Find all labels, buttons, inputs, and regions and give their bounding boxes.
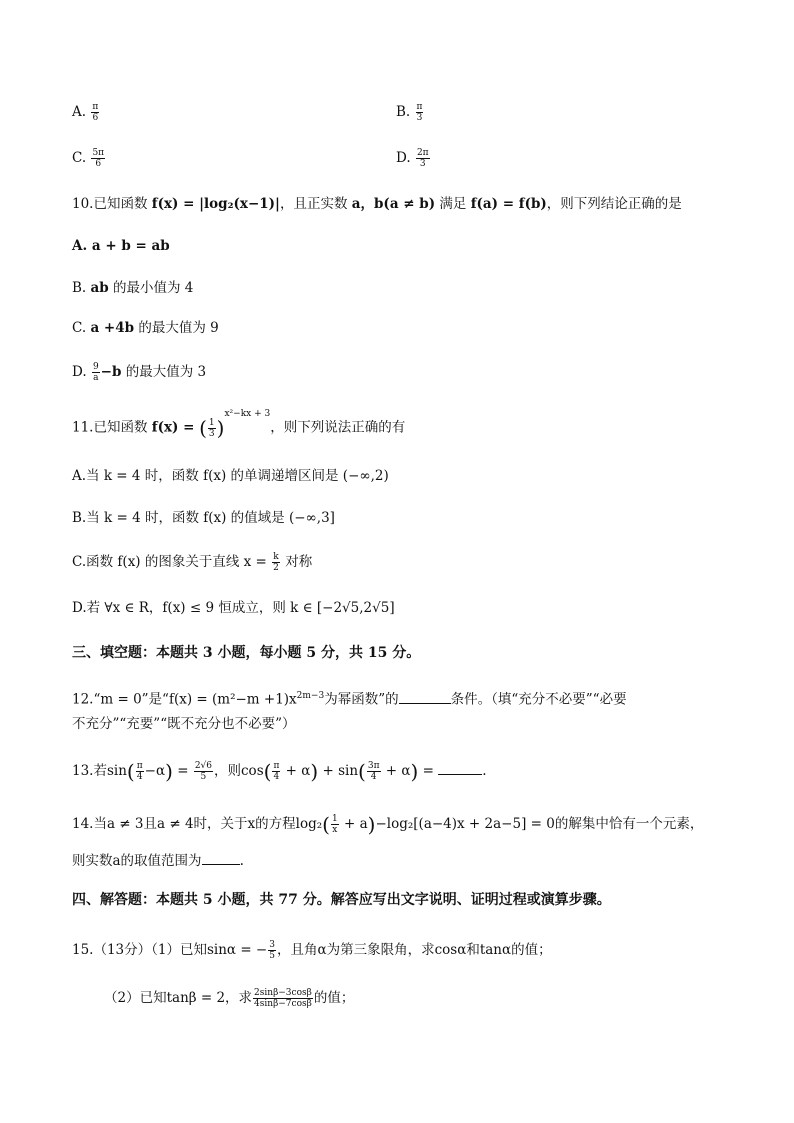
fraction: $\frac{2\sin\beta-3\cos\beta}{4\sin\beta-7\cos\beta}$ [254, 988, 312, 1009]
fraction: $\frac{\pi}{6}$ [92, 102, 99, 123]
q9-option-a: A. $\frac{\pi}{6}$ [72, 102, 99, 123]
q10-option-b: B. ab 的最小值为 4 [72, 280, 194, 296]
fraction: $\frac{2√6}{5}$ [194, 761, 212, 782]
q11-option-a: A.当 k = 4 时，函数 f(x) 的单调递增区间是 (−∞,2) [72, 468, 389, 484]
question-13: 13.若sin( $\frac{\pi}{4}$ −α) = $\frac{2√6}{5}$ ，则cos( $\frac{\pi}{4}$ + α) + sin( $\frac{3\pi}{4}$ + α) = . [72, 759, 487, 784]
q11-option-b: B.当 k = 4 时，函数 f(x) 的值域是 (−∞,3] [72, 510, 335, 526]
fraction: $\frac{\pi}{4}$ [136, 761, 143, 782]
question-12-line1: 12.“m = 0”是“$f(x) = (m^2-m +1)x^{2m-3}$为幂函数”的 条件。（填“充分不必要”“必要 [72, 686, 627, 710]
question-14-line2: 则实数a的取值范围为 . [72, 850, 244, 871]
section-heading-solutions: 四、解答题：本题共 5 小题，共 77 分。解答应写出文字说明、证明过程或演算步骤。 [72, 892, 611, 908]
fraction: $\frac{k}{2}$ [273, 552, 279, 573]
fraction: $\frac{5\pi}{6}$ [92, 148, 105, 169]
fraction: $\frac{1}{x}$ [331, 814, 338, 835]
section-heading-fill-blank: 三、填空题：本题共 3 小题，每小题 5 分，共 15 分。 [72, 645, 421, 661]
question-15-part1: 15.（13分）（1）已知sinα = − $\frac{3}{5}$ ，且角α为第三象限角，求cosα和tanα的值； [72, 940, 552, 961]
fraction: $\frac{3\pi}{4}$ [367, 761, 380, 782]
fraction: $\frac{9}{a}$ [92, 362, 99, 383]
fraction: $\frac{1}{3}$ [208, 417, 215, 439]
q11-option-d: D.若 ∀x ∈ R，f(x) ≤ 9 恒成立，则 k ∈ [−2√5,2√5] [72, 600, 395, 616]
answer-blank[interactable] [438, 760, 482, 775]
question-10-stem: 10.已知函数 f(x) = |log₂(x−1)|，且正实数 a，b(a ≠ b) 满足 f(a) = f(b)，则下列结论正确的是 [72, 196, 682, 212]
q11-option-c: C.函数 f(x) 的图象关于直线 x = $\frac{k}{2}$ 对称 [72, 552, 313, 573]
q9-option-d: D. $\frac{2\pi}{3}$ [396, 148, 429, 169]
q10-option-d: D. $\frac{9}{a}$ −b 的最大值为 3 [72, 362, 207, 383]
q9-option-c: C. $\frac{5\pi}{6}$ [72, 148, 105, 169]
fraction: $\frac{3}{5}$ [269, 940, 275, 961]
question-12-line2: 不充分”“充要”“既不充分也不必要”） [72, 716, 296, 732]
question-15-part2: （2）已知tanβ = 2，求 $\frac{2\sin\beta-3\cos\beta}{4\sin\beta-7\cos\beta}$ 的值； [104, 988, 355, 1009]
question-11-stem: 11.已知函数 f(x) = ( $\frac{1}{3}$ )$^{x^2-kx + 3}$，则下列说法正确的有 [72, 409, 406, 440]
question-14-line1: 14.当a ≠ 3且a ≠ 4时，关于x的方程log₂( $\frac{1}{x}$ + a)−log₂[(a−4)x + 2a−5] = 0的解集中恰有一个元素， [72, 812, 704, 837]
answer-blank[interactable] [399, 689, 451, 704]
fraction: $\frac{\pi}{4}$ [273, 761, 280, 782]
q10-option-c: C. a +4b 的最大值为 9 [72, 320, 219, 336]
q9-option-b: B. $\frac{\pi}{3}$ [396, 102, 423, 123]
fraction: $\frac{2\pi}{3}$ [416, 148, 429, 169]
q10-option-a: A. a + b = ab [72, 238, 170, 254]
fraction: $\frac{\pi}{3}$ [416, 102, 423, 123]
answer-blank[interactable] [202, 850, 240, 865]
